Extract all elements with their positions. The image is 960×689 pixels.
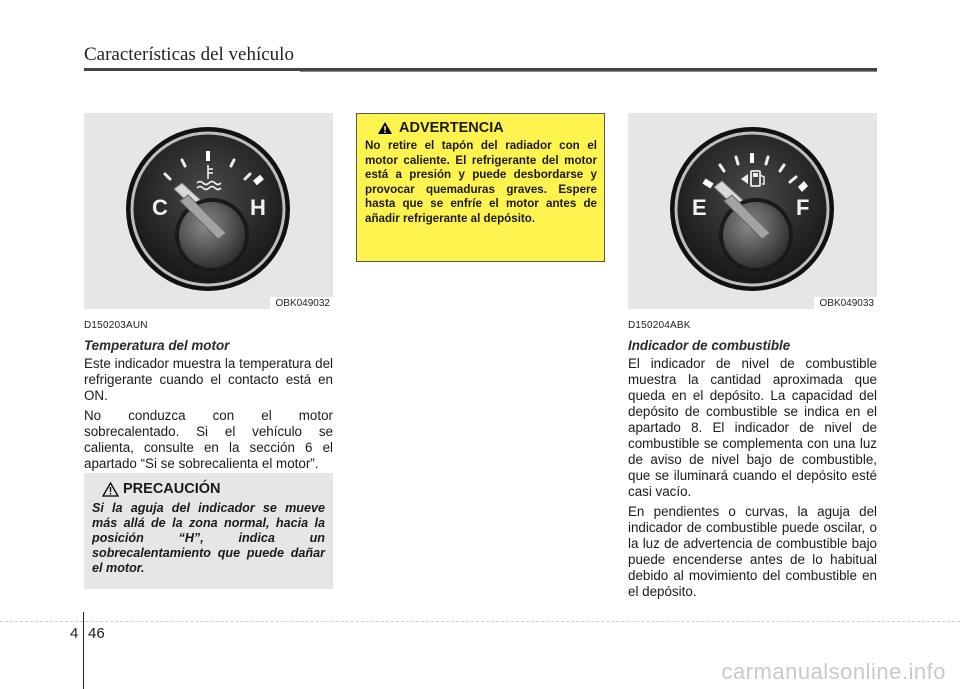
section-code: D150204ABK	[628, 320, 691, 331]
caution-body: Si la aguja del indicador se mueve más allá de la zona normal, hacia la posición “H”, indica un sobrecalentamiento que puede dañar el motor.	[92, 501, 325, 575]
fuel-gauge-figure	[628, 113, 877, 309]
gauge-letter-h: H	[250, 195, 266, 220]
section-code: D150203AUN	[84, 320, 148, 331]
header-rule-thin	[300, 71, 877, 72]
caution-triangle-icon	[102, 482, 119, 497]
warning-body: No retire el tapón del radiador con el motor caliente. El refrigerante del motor está a presión y puede desbordarse y provocar quemaduras graves. Espere hasta que se enfríe el motor antes de añadir refrigerante al depósito.	[365, 139, 597, 225]
section-title: Indicador de combustible	[628, 338, 791, 353]
temperature-section	[84, 318, 333, 476]
fuel-section	[628, 318, 877, 604]
page-number-divider	[83, 612, 84, 689]
watermark: carmanualsonline.info	[721, 659, 946, 684]
caution-title: PRECAUCIÓN	[123, 481, 221, 497]
figure-code-temp: OBK049032	[270, 297, 334, 309]
paragraph: Este indicador muestra la temperatura del refrigerante cuando el contacto está en ON.	[84, 356, 333, 403]
figure-code-fuel: OBK049033	[814, 297, 878, 309]
temperature-gauge-icon	[84, 113, 333, 309]
paragraph: En pendientes o curvas, la aguja del indicador de combustible puede oscilar, o la luz de advertencia de combustible bajo puede encenderse antes de lo habitual debido al movimiento del combustible en el depósito.	[628, 504, 877, 599]
warning-box	[356, 113, 605, 262]
fuel-gauge-icon	[628, 113, 877, 309]
gauge-letter-c: C	[152, 195, 168, 220]
chapter-number: 4	[70, 625, 79, 642]
temperature-gauge-figure	[84, 113, 333, 309]
gauge-letter-f: F	[796, 195, 810, 220]
warning-title-row	[377, 120, 597, 136]
caution-box	[84, 473, 333, 589]
page-number: 46	[88, 625, 105, 642]
warning-triangle-icon	[377, 121, 393, 135]
footer-dashed-rule	[0, 621, 960, 622]
warning-title: ADVERTENCIA	[399, 120, 504, 136]
page-header-title: Características del vehículo	[84, 44, 294, 65]
caution-title-row	[102, 481, 325, 497]
section-title: Temperatura del motor	[84, 338, 230, 353]
paragraph: El indicador de nivel de combustible muestra la cantidad aproximada que queda en el depósito. La capacidad del depósito de combustible se indica en el apartado 8. El indicador de nivel de combustible se complementa con una luz de aviso de nivel bajo de combustible, que se iluminará cuando el depósito esté casi vacío.	[628, 356, 877, 499]
gauge-letter-e: E	[692, 195, 707, 220]
paragraph: No conduzca con el motor sobrecalentado. Si el vehículo se calienta, consulte en la sección 6 el apartado “Si se sobrecalienta el motor”.	[84, 408, 333, 471]
